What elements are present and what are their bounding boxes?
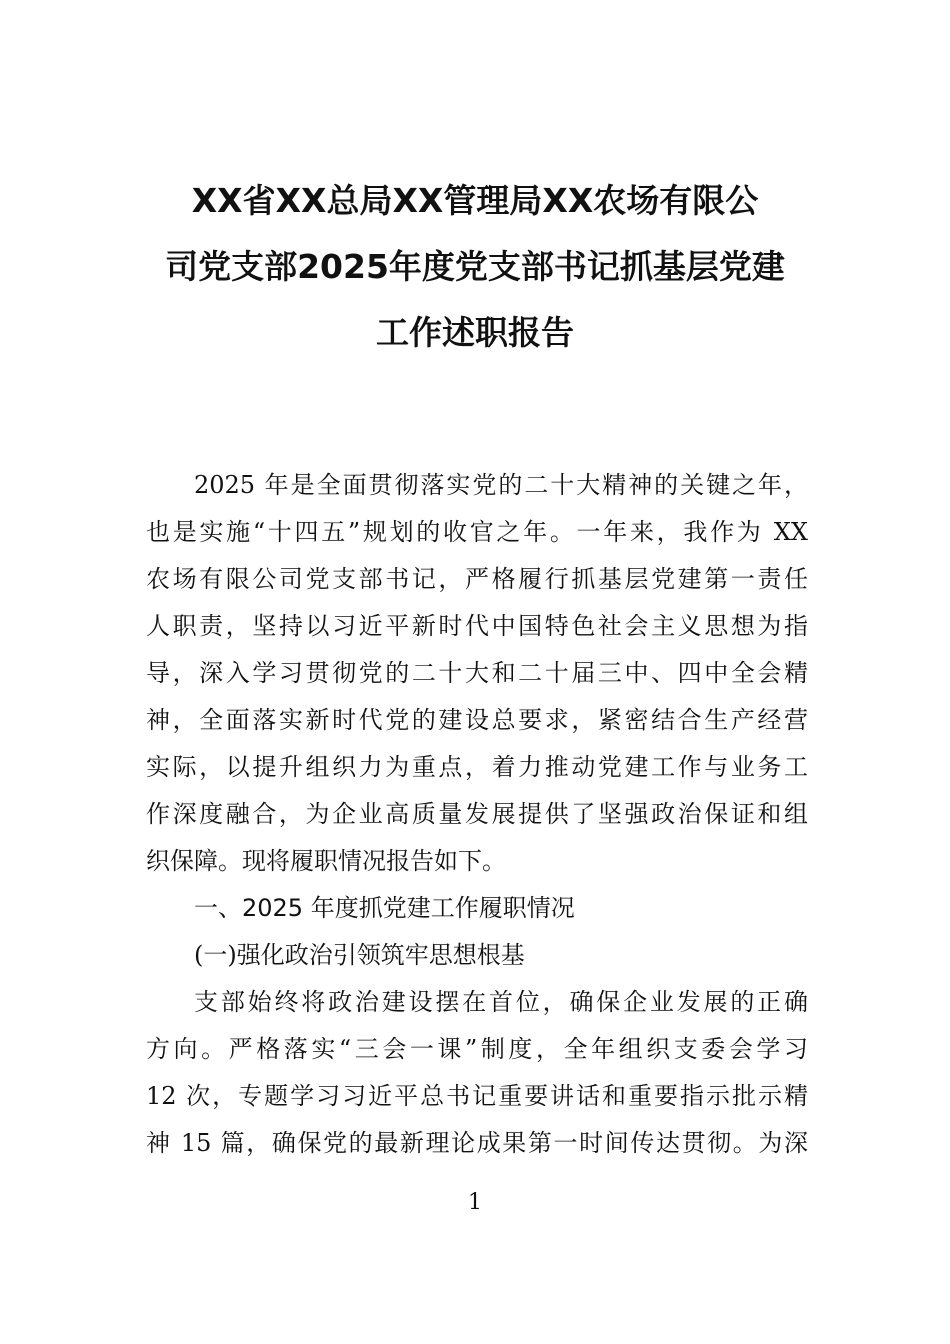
paragraph-line: 神，全面落实新时代党的建设总要求，紧密结合生产经营	[146, 706, 808, 734]
page-number: 1	[468, 1190, 482, 1215]
section-heading: 一、2025 年度抓党建工作履职情况	[194, 894, 575, 922]
body-paragraph	[146, 979, 808, 1167]
paragraph-line: 织保障。现将履职情况报告如下。	[146, 847, 506, 875]
paragraph-line: 方向。严格落实“三会一课”制度，全年组织支委会学习	[146, 1035, 808, 1063]
paragraph-line: 导，深入学习贯彻党的二十大和二十届三中、四中全会精	[146, 659, 808, 687]
paragraph-line: 12 次，专题学习习近平总书记重要讲话和重要指示批示精	[146, 1082, 808, 1110]
title-line: 司党支部2025年度党支部书记抓基层党建	[165, 247, 785, 286]
title-line: 工作述职报告	[376, 313, 574, 352]
paragraph-line: 农场有限公司党支部书记，严格履行抓基层党建第一责任	[146, 565, 808, 593]
document-title	[120, 168, 830, 366]
paragraph-line: 作深度融合，为企业高质量发展提供了坚强政治保证和组	[146, 800, 808, 828]
paragraph-line: 神 15 篇，确保党的最新理论成果第一时间传达贯彻。为深	[146, 1129, 808, 1157]
paragraph-line: 人职责，坚持以习近平新时代中国特色社会主义思想为指	[146, 612, 808, 640]
intro-paragraph	[146, 462, 808, 885]
subsection-heading: (一)强化政治引领筑牢思想根基	[194, 941, 525, 969]
paragraph-line: 实际，以提升组织力为重点，着力推动党建工作与业务工	[146, 753, 808, 781]
paragraph-line: 支部始终将政治建设摆在首位，确保企业发展的正确	[194, 988, 808, 1016]
paragraph-line: 2025 年是全面贯彻落实党的二十大精神的关键之年，	[194, 471, 808, 499]
title-line: XX省XX总局XX管理局XX农场有限公	[191, 181, 759, 220]
paragraph-line: 也是实施“十四五”规划的收官之年。一年来，我作为 XX	[146, 518, 808, 546]
document-body	[146, 462, 808, 1167]
